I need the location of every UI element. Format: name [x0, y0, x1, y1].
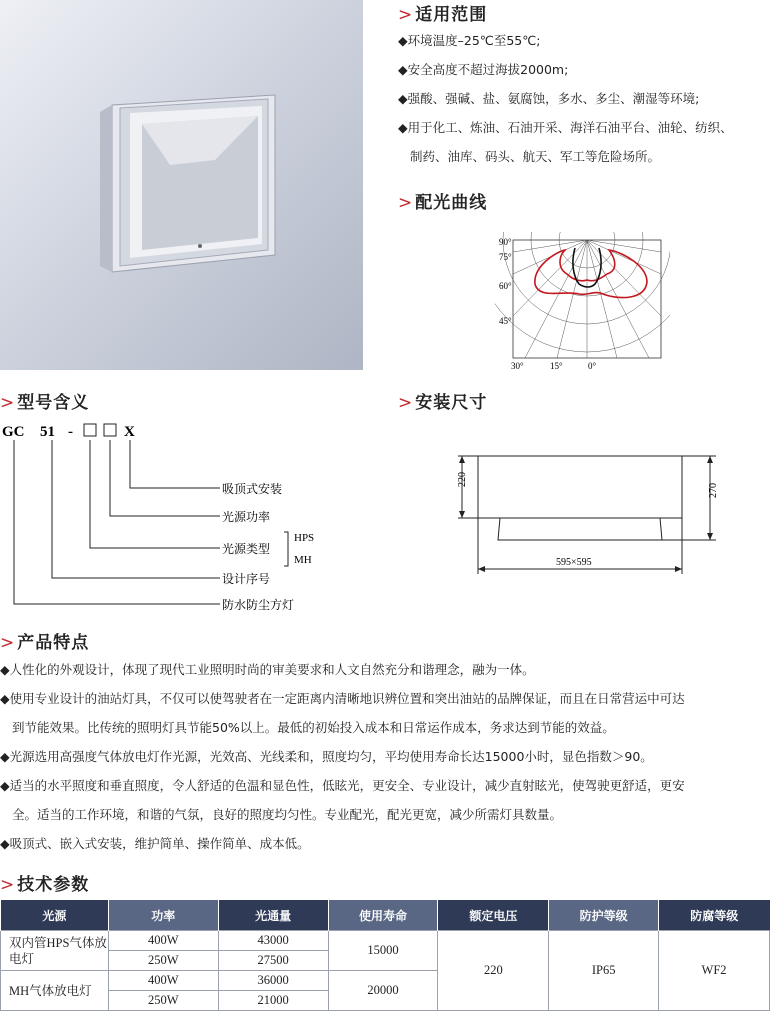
model-code-diagram [0, 418, 360, 618]
angle-label: 30° [511, 361, 524, 371]
code-box-power [104, 424, 116, 436]
header-source: 光源 [1, 900, 109, 931]
cell-power: 250W [108, 991, 218, 1011]
cell-life: 20000 [328, 971, 438, 1011]
dim-width: 595×595 [556, 557, 592, 568]
cell-power: 400W [108, 971, 218, 991]
header-wf: 防腐等级 [659, 900, 770, 931]
scope-item: 制药、油库、码头、航天、军工等危险场所。 [410, 149, 661, 164]
code-dash: - [68, 424, 73, 440]
header-voltage: 额定电压 [438, 900, 549, 931]
scope-item: ◆安全高度不超过海拔2000m; [398, 62, 569, 77]
code-label: 吸顶式安装 [222, 482, 283, 496]
angle-label: 45° [499, 316, 512, 326]
cell-flux: 21000 [218, 991, 328, 1011]
header-ip: 防护等级 [549, 900, 659, 931]
cell-source: 双内管HPS气体放电灯 [1, 931, 109, 971]
header-life: 使用寿命 [328, 900, 438, 931]
cell-source: MH气体放电灯 [1, 971, 109, 1011]
angle-label: 60° [499, 281, 512, 291]
section-title-scope: > 适用范围 [398, 5, 488, 25]
scope-item: ◆用于化工、炼油、石油开采、海洋石油平台、油轮、纺织、 [398, 120, 733, 135]
scope-list [398, 26, 768, 171]
code-label: 光源类型 [222, 542, 271, 556]
install-dimension-drawing [430, 448, 730, 578]
dim-height-body: 220 [457, 472, 468, 487]
code-gc: GC [2, 424, 25, 440]
scope-item: ◆强酸、强碱、盐、氨腐蚀，多水、多尘、潮湿等环境; [398, 91, 700, 106]
feature-item: ◆光源选用高强度气体放电灯作光源，光效高、光线柔和，照度均匀，平均使用寿命长达15000小时，显色指数＞90。 [0, 749, 653, 764]
cell-power: 400W [108, 931, 218, 951]
cell-ip: IP65 [549, 931, 659, 1011]
angle-label: 15° [550, 361, 563, 371]
section-title-install: > 安装尺寸 [398, 393, 488, 413]
cell-life: 15000 [328, 931, 438, 971]
table-header-row [1, 900, 770, 931]
cell-flux: 43000 [218, 931, 328, 951]
angle-label: 0° [588, 361, 597, 371]
code-num: 51 [40, 424, 55, 440]
feature-item: ◆人性化的外观设计，体现了现代工业照明时尚的审美要求和人文自然充分和谐理念，融为一体。 [0, 662, 535, 677]
features-list [0, 655, 770, 858]
section-title-features: > 产品特点 [0, 633, 90, 653]
code-box-type [84, 424, 96, 436]
type-hps: HPS [294, 532, 315, 544]
section-title-params: > 技术参数 [0, 875, 90, 895]
product-photo [0, 0, 363, 370]
cell-power: 250W [108, 951, 218, 971]
scope-item: ◆环境温度–25℃至55℃; [398, 33, 541, 48]
table-row [1, 931, 770, 951]
header-power: 功率 [108, 900, 218, 931]
cell-flux: 27500 [218, 951, 328, 971]
polar-curve-diagram [495, 232, 670, 372]
code-label: 设计序号 [222, 572, 271, 586]
cell-voltage: 220 [438, 931, 549, 1011]
code-label: 光源功率 [222, 510, 271, 524]
spec-table [0, 900, 770, 1011]
dim-height-total: 270 [708, 483, 719, 498]
feature-item: ◆使用专业设计的油站灯具，不仅可以使驾驶者在一定距离内清晰地识辨位置和突出油站的品牌保证，而且在日常营运中可达 到节能效果。比传统的照明灯具节能50%以上。最低的初始投入成本和日常运作成本，务求达到节能的效益。 [0, 691, 685, 735]
cell-flux: 36000 [218, 971, 328, 991]
angle-label: 90° [499, 237, 512, 247]
section-title-curve: > 配光曲线 [398, 193, 488, 213]
type-mh: MH [294, 554, 312, 566]
code-x: X [124, 424, 135, 440]
feature-item: ◆适当的水平照度和垂直照度，令人舒适的色温和显色性，低眩光，更安全、专业设计，减少直射眩光，使驾驶更舒适，更安 全。适当的工作环境，和谐的气氛，良好的照度均匀性。专业配光，配光更宽，减少所需灯具数量。 [0, 778, 685, 822]
lamp-illustration [0, 0, 363, 370]
section-title-model: > 型号含义 [0, 393, 90, 413]
header-flux: 光通量 [218, 900, 328, 931]
cell-wf: WF2 [659, 931, 770, 1011]
code-label: 防水防尘方灯 [222, 598, 295, 612]
feature-item: ◆吸顶式、嵌入式安装，维护简单、操作简单、成本低。 [0, 836, 310, 851]
angle-label: 75° [499, 252, 512, 262]
